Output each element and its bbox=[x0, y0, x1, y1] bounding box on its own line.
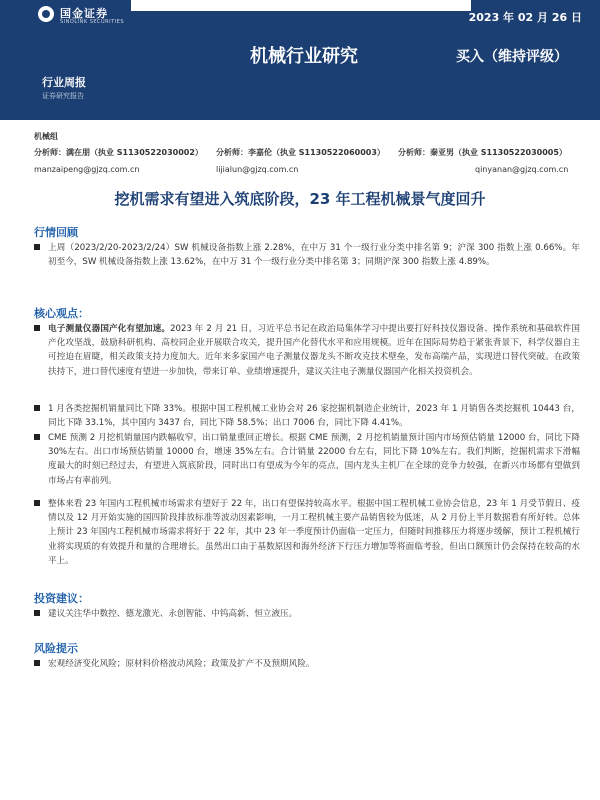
list-item bbox=[34, 431, 580, 488]
core-text: 整体来看 23 年国内工程机械市场需求有望好于 22 年，出口有望保持较高水平。根据中国工程机械工业协会信息，23 年 1 月受节假日、疫情以及 12 月开始实施的国四阶段排放标准等波动因素影响，一月工程机械主要产品销售较为低迷，从 2 月份上半月数据看有所好转。总体上预计 23 年国内工程机械市场需求将好于 22 年，其中 23 年一季度预计仍面临一定压力，但随时间推移压力将逐步缓解，预计工程机械行业将实现质的有效提升和量的合理增长。虽然出口由于基数原因和海外经济下行压力增加等将面临考验，但出口额预计仍会保持在较高的水平上。 bbox=[48, 499, 580, 566]
analyst-3: 分析师：秦亚男（执业 S1130522030005） bbox=[398, 148, 567, 157]
analyst-1: 分析师：满在朋（执业 S1130522030002） bbox=[34, 148, 203, 157]
list-item bbox=[34, 607, 580, 621]
report-kind: 行业周报 bbox=[42, 76, 86, 89]
logo-subtext: SINOLINK SECURITIES bbox=[60, 19, 124, 25]
advice-text: 建议关注华中数控、德龙激光、永创智能、中钨高新、恒立液压。 bbox=[48, 609, 298, 619]
list-item bbox=[34, 657, 580, 671]
report-headline: 挖机需求有望进入筑底阶段，23 年工程机械景气度回升 bbox=[114, 190, 486, 208]
bullet-icon bbox=[34, 610, 40, 616]
report-date: 2023 年 02 月 26 日 bbox=[468, 11, 582, 24]
list-item bbox=[34, 402, 580, 430]
report-type: 证券研究报告 bbox=[42, 92, 84, 100]
redaction-strip bbox=[131, 0, 471, 11]
section-title-core: 核心观点： bbox=[34, 307, 89, 320]
risk-text: 宏观经济变化风险；原材料价格波动风险；政策及扩产不及预期风险。 bbox=[48, 659, 315, 669]
core-lead: 电子测量仪器国产化有望加速。 bbox=[48, 324, 171, 334]
bullet-icon bbox=[34, 244, 40, 250]
analyst-1-email[interactable]: manzaipeng@gjzq.com.cn bbox=[34, 165, 140, 174]
core-text: 1 月各类挖掘机销量同比下降 33%。根据中国工程机械工业协会对 26 家挖掘机制造企业统计，2023 年 1 月销售各类挖掘机 10443 台，同比下降 33.1%，其中国内 3437 台，同比下降 58.5%；出口 7006 台，同比下降 4.41%。 bbox=[48, 404, 580, 429]
bullet-icon bbox=[34, 405, 40, 411]
bullet-icon bbox=[34, 325, 40, 331]
rating-label: 买入（维持评级） bbox=[456, 49, 568, 65]
bullet-icon bbox=[34, 434, 40, 440]
report-title: 机械行业研究 bbox=[250, 46, 358, 67]
section-title-review: 行情回顾 bbox=[34, 226, 78, 239]
list-item bbox=[34, 322, 580, 379]
bullet-icon bbox=[34, 500, 40, 506]
list-item bbox=[34, 241, 580, 269]
company-logo bbox=[28, 2, 124, 28]
review-text: 上周（2023/2/20-2023/2/24）SW 机械设备指数上涨 2.28%，在中万 31 个一级行业分类中排名第 9；沪深 300 指数上涨 0.66%。年初至今，SW 机械设备指数上涨 13.62%，在中万 31 个一级行业分类中排名第 3；同期沪深 300 指数上涨 4.89%。 bbox=[48, 243, 580, 268]
logo-text: 国金证券 bbox=[60, 7, 108, 20]
list-item bbox=[34, 497, 580, 568]
report-header bbox=[0, 0, 600, 120]
analyst-group: 机械组 bbox=[34, 132, 58, 141]
bullet-icon bbox=[34, 660, 40, 666]
core-text: 2023 年 2 月 21 日，习近平总书记在政治局集体学习中提出要打好科技仪器设备、操作系统和基础软件国产化攻坚战，鼓励科研机构、高校同企业开展联合攻关，提升国产化替代水平和应用规模。近年在国际局势趋于紧张背景下，科学仪器自主可控迫在眉睫，相关政策支持力度加大。近年来多家国产电子测量仪器龙头不断攻克技术壁垒，发布高端产品，实现进口替代突破。在政策扶持下，进口替代速度有望进一步加快，带来订单、业绩增速提升，建议关注电子测量仪器国产化相关投资机会。 bbox=[48, 324, 580, 377]
section-title-advice: 投资建议： bbox=[34, 592, 89, 605]
section-title-risk: 风险提示 bbox=[34, 642, 78, 655]
analyst-2: 分析师：李嘉伦（执业 S1130522060003） bbox=[216, 148, 385, 157]
analyst-2-email[interactable]: lijialun@gjzq.com.cn bbox=[216, 165, 299, 174]
analyst-3-email[interactable]: qinyanan@gjzq.com.cn bbox=[475, 165, 569, 174]
logo-icon bbox=[38, 6, 54, 22]
core-text: CME 预测 2 月挖机销量国内跌幅收窄，出口销量重回正增长。根据 CME 预测，2 月挖机销量预计国内市场预估销量 12000 台，同比下降 30%左右。出口市场预估销量 10000 台，增速 35%左右。合计销量 22000 台左右，同比下降 10%左右。我们判断，挖掘机需求下滑幅度最大的时刻已经过去，有望进入筑底阶段，同时出口有望成为今年的亮点，国内龙头主机厂在全球的竞争力较强，在新兴市场都有望做到市场占有率前列。 bbox=[48, 433, 580, 486]
